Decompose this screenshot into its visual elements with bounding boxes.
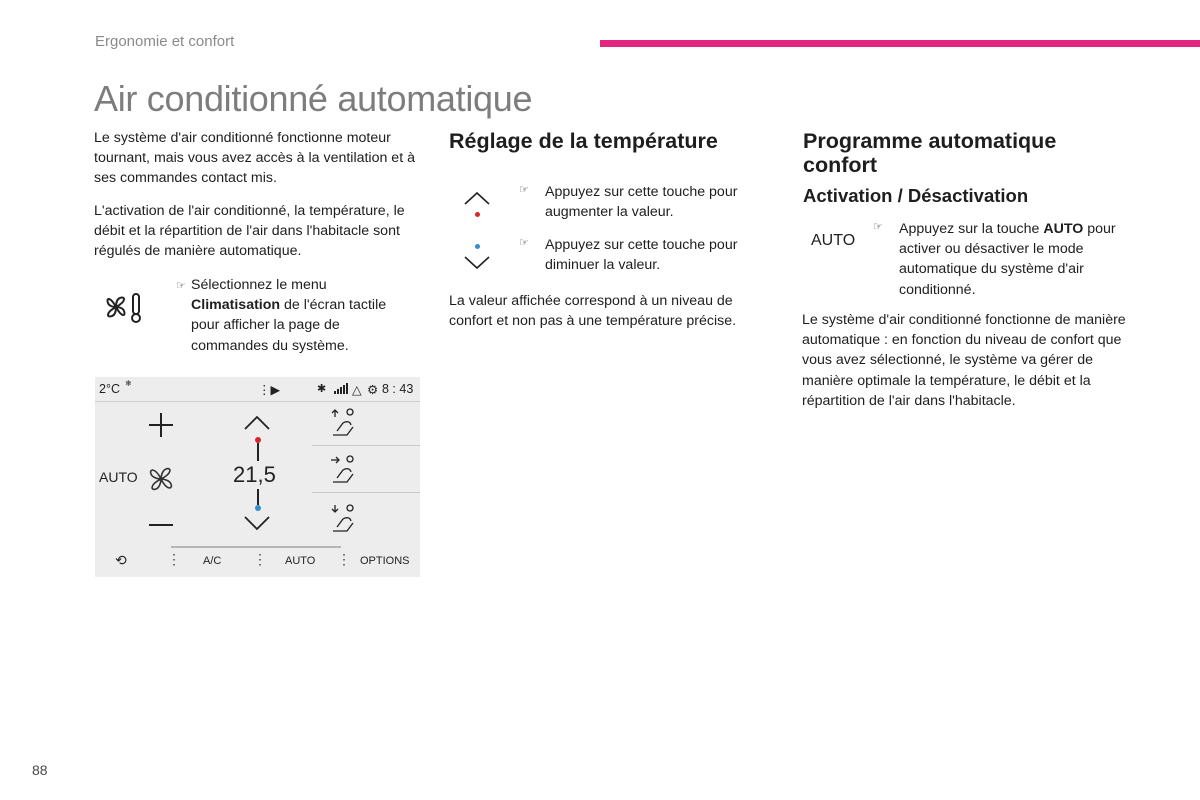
accent-bar xyxy=(600,40,1200,47)
separator-icon: ⋮ xyxy=(167,551,181,567)
status-bar xyxy=(95,377,420,402)
signal-icon xyxy=(334,383,348,397)
air-to-windscreen-button[interactable] xyxy=(327,407,363,441)
slider-track xyxy=(171,546,341,548)
ac-button[interactable]: A/C xyxy=(203,555,222,567)
page-number: 88 xyxy=(32,762,48,778)
bottom-bar xyxy=(95,547,420,577)
section-label: Ergonomie et confort xyxy=(95,33,235,50)
temp-down-button[interactable] xyxy=(243,515,271,533)
pointing-hand-icon: ☞ xyxy=(873,221,883,233)
fan-increase-button[interactable] xyxy=(147,411,175,439)
temperature-heading: Réglage de la température xyxy=(449,129,718,153)
temp-up-button[interactable] xyxy=(243,413,271,431)
hot-dot-icon xyxy=(475,212,480,217)
decrease-instruction: Appuyez sur cette touche pour diminuer la valeur. xyxy=(545,237,738,274)
auto-program-heading: Programme automatique confort xyxy=(803,129,1057,177)
distribution-divider-2 xyxy=(312,492,420,493)
comfort-note: La valeur affichée correspond à un niveau de confort et non pas à une température précise. xyxy=(449,293,737,330)
auto-instruction: Appuyez sur la touche AUTO pour activer ou désactiver le mode automatique du système d'air conditionné. xyxy=(899,221,1116,298)
menu-instruction: Sélectionnez le menu Climatisation de l'écran tactile pour afficher la page de commandes du système. xyxy=(191,277,387,354)
temp-line-top xyxy=(257,443,259,461)
fog-icon: ❄ xyxy=(125,379,132,388)
auto-key-label: AUTO xyxy=(811,232,856,249)
separator-icon: ⋮ xyxy=(337,551,351,567)
climate-screen-mockup xyxy=(95,377,420,577)
temp-line-bottom xyxy=(257,489,259,505)
air-to-face-button[interactable] xyxy=(327,454,363,488)
distribution-divider-1 xyxy=(312,445,420,446)
options-button[interactable]: OPTIONS xyxy=(360,555,410,567)
auto-button[interactable]: AUTO xyxy=(285,555,316,567)
cold-dot-icon xyxy=(475,244,480,249)
pointing-hand-icon: ☞ xyxy=(519,237,529,249)
air-to-feet-button[interactable] xyxy=(327,503,363,537)
fan-decrease-button[interactable] xyxy=(147,515,175,535)
activation-subheading: Activation / Désactivation xyxy=(803,185,1029,206)
outside-temperature: 2°C xyxy=(99,382,120,396)
screen-auto-label: AUTO xyxy=(99,469,138,485)
increase-instruction: Appuyez sur cette touche pour augmenter la valeur. xyxy=(545,184,738,221)
recirculation-icon[interactable]: ⟲ xyxy=(115,552,127,568)
auto-paragraph: Le système d'air conditionné fonctionne de manière automatique : en fonction du niveau de confort que vous avez sélectionné, le système va gérer de manière optimale la température, le débit et la répartition de l'air dans l'habitacle. xyxy=(802,312,1126,409)
chevron-down-icon xyxy=(463,255,491,271)
pointing-hand-icon: ☞ xyxy=(519,184,529,196)
page-title: Air conditionné automatique xyxy=(94,78,533,119)
settings-icon: ⚙ xyxy=(367,383,379,397)
intro-paragraph: Le système d'air conditionné fonctionne moteur tournant, mais vous avez accès à la ventilation et à ses commandes contact mis. xyxy=(94,130,415,187)
cold-indicator-dot xyxy=(255,505,261,511)
media-play-icon: ⋮▶ xyxy=(258,383,281,397)
regulation-paragraph: L'activation de l'air conditionné, la température, le débit et la répartition de l'air dans l'habitacle sont régulés de manière automatique. xyxy=(94,203,405,260)
temperature-value: 21,5 xyxy=(233,462,276,487)
separator-icon: ⋮ xyxy=(253,551,267,567)
fan-thermometer-icon xyxy=(100,290,148,324)
clock-time: 8 : 43 xyxy=(382,382,414,396)
bluetooth-icon: ✱ xyxy=(317,383,327,395)
chevron-up-icon xyxy=(463,190,491,206)
pointing-hand-icon: ☞ xyxy=(176,280,186,292)
fan-icon xyxy=(145,463,177,495)
warning-icon: △ xyxy=(352,383,362,397)
